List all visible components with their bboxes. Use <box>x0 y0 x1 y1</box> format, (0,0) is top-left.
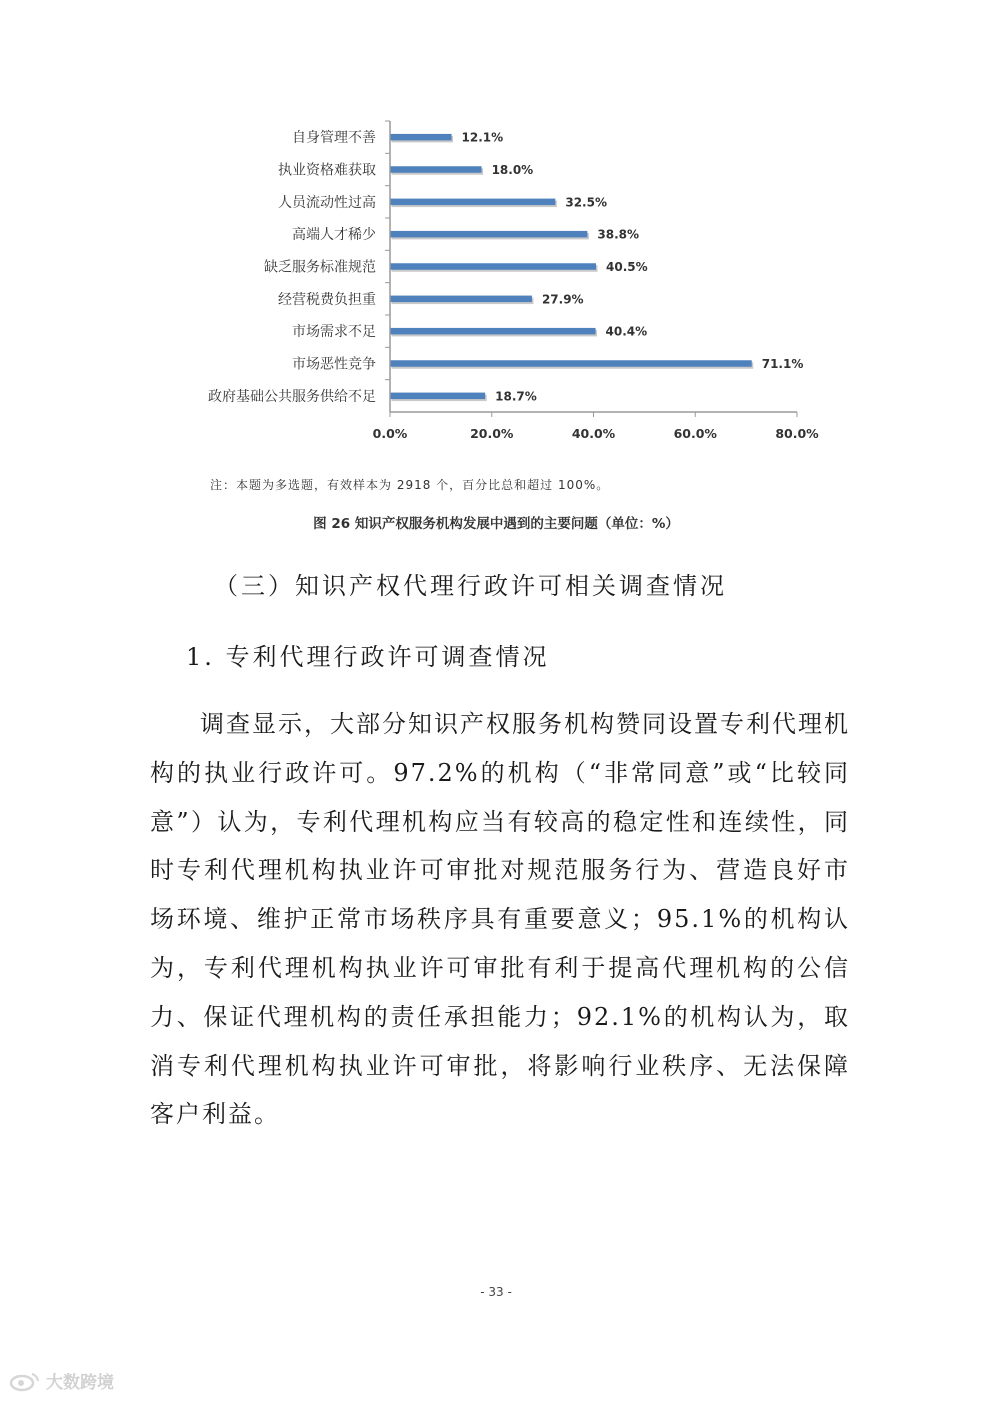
x-tick-label: 80.0% <box>775 426 819 441</box>
bar-value-label: 71.1% <box>761 357 804 371</box>
category-label: 人员流动性过高 <box>278 194 376 211</box>
category-label: 缺乏服务标准规范 <box>264 259 376 276</box>
bar <box>390 231 587 238</box>
bar-value-label: 40.4% <box>605 324 648 339</box>
x-tick-label: 0.0% <box>372 426 408 441</box>
bar-value-label: 38.8% <box>597 227 640 242</box>
category-label: 高端人才稀少 <box>292 227 376 244</box>
bar <box>390 360 752 367</box>
category-label: 经营税费负担重 <box>278 291 376 308</box>
figure-caption: 图 26 知识产权服务机构发展中遇到的主要问题（单位：%） <box>313 516 679 532</box>
category-label: 执业资格难获取 <box>278 162 376 179</box>
category-label: 自身管理不善 <box>292 130 376 147</box>
category-label: 市场需求不足 <box>292 324 376 341</box>
bar <box>390 166 482 173</box>
x-tick-label: 40.0% <box>571 426 616 441</box>
watermark-text: 大数跨境 <box>46 1373 114 1393</box>
bar <box>390 134 452 141</box>
bar <box>390 393 485 400</box>
category-label: 政府基础公共服务供给不足 <box>208 388 376 405</box>
bar-chart <box>0 0 992 470</box>
bar-value-label: 32.5% <box>565 195 607 210</box>
bar <box>390 199 555 206</box>
bar <box>390 263 596 270</box>
sub-heading: 1. 专利代理行政许可调查情况 <box>186 643 550 671</box>
page-number: - 33 - <box>480 1285 512 1299</box>
bar-value-label: 18.7% <box>495 389 537 404</box>
bar <box>390 296 532 303</box>
weibo-logo-icon <box>8 1370 42 1392</box>
bar-value-label: 18.0% <box>491 163 534 177</box>
chart-note: 注：本题为多选题，有效样本为 2918 个，百分比总和超过 100%。 <box>210 478 610 492</box>
bar-value-label: 27.9% <box>541 292 584 307</box>
watermark <box>8 1368 114 1393</box>
bar-value-label: 12.1% <box>461 130 504 145</box>
x-tick-label: 20.0% <box>470 426 514 441</box>
category-label: 市场恶性竞争 <box>292 356 376 373</box>
section-heading: （三）知识产权代理行政许可相关调查情况 <box>214 572 727 600</box>
bar <box>390 328 596 335</box>
x-tick-label: 60.0% <box>673 426 717 441</box>
bar-value-label: 40.5% <box>606 260 648 274</box>
body-paragraph: 调查显示，大部分知识产权服务机构赞同设置专利代理机构的执业行政许可。97.2%的机构（“非常同意”或“比较同意”）认为，专利代理机构应当有较高的稳定性和连续性，同时专利代理机构执业许可审批对规范服务行为、营造良好市场环境、维护正常市场秩序具有重要意义；95.1%的机构认为，专利代理机构执业许可审批有利于提高代理机构的公信力、保证代理机构的责任承担能力；92.1%的机构认为，取消专利代理机构执业许可审批，将影响行业秩序、无法保障客户利益。 <box>150 710 850 1129</box>
